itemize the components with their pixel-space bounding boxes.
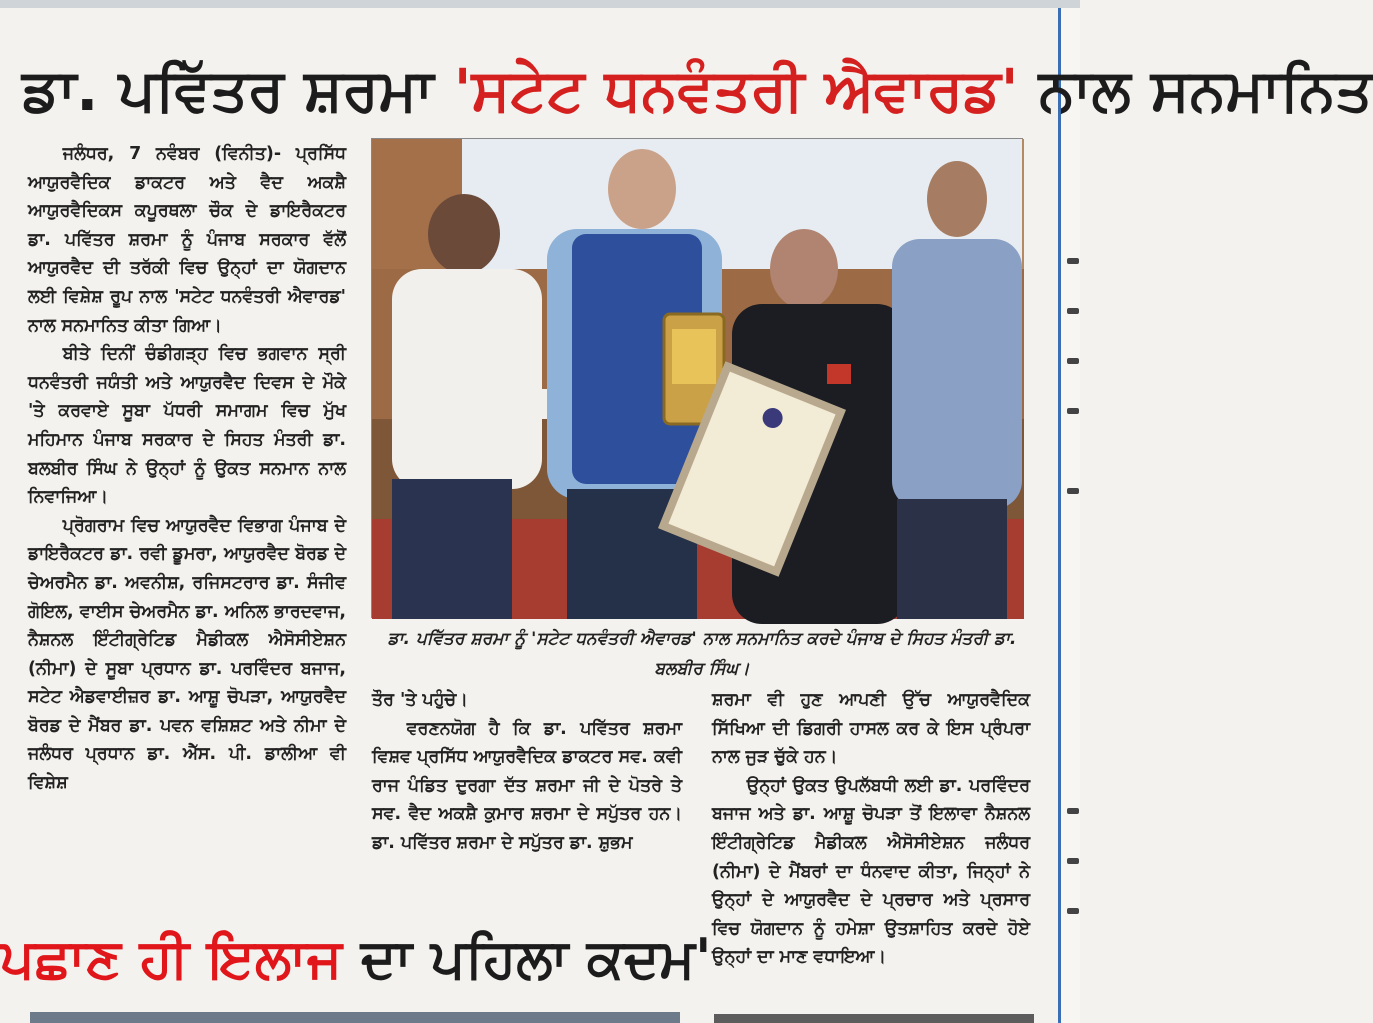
article-paragraph: ਬੀਤੇ ਦਿਨੀਂ ਚੰਡੀਗੜ੍ਹ ਵਿਚ ਭਗਵਾਨ ਸ੍ਰੀ ਧਨਵੰਤਰੀ ਜਯੰਤੀ ਅਤੇ ਆਯੁਰਵੈਦ ਦਿਵਸ ਦੇ ਮੌਕੇ 'ਤੇ ਕਰਵਾਏ ਸੂਬਾ ਪੱਧਰੀ ਸਮਾਗਮ ਵਿਚ ਮੁੱਖ ਮਹਿਮਾਨ ਪੰਜਾਬ ਸਰਕਾਰ ਦੇ ਸਿਹਤ ਮੰਤਰੀ ਡਾ. ਬਲਬੀਰ ਸਿੰਘ ਨੇ ਉਨ੍ਹਾਂ ਨੂੰ ਉਕਤ ਸਨਮਾਨ ਨਾਲ ਨਿਵਾਜਿਆ। bbox=[28, 344, 346, 508]
headline-highlight: 'ਸਟੇਟ ਧਨਵੰਤਰੀ ਐਵਾਰਡ' bbox=[453, 56, 1019, 124]
adjacent-column-edge bbox=[1058, 8, 1080, 1023]
headline-suffix: ਨਾਲ ਸਨਮਾਨਿਤ bbox=[1018, 56, 1373, 124]
top-edge bbox=[0, 0, 1080, 8]
bottom-rule bbox=[714, 1014, 1034, 1023]
article-column-right bbox=[712, 686, 1030, 972]
article-paragraph: ਜਲੰਧਰ, 7 ਨਵੰਬਰ (ਵਿਨੀਤ)- ਪ੍ਰਸਿੱਧ ਆਯੁਰਵੈਦਿਕ ਡਾਕਟਰ ਅਤੇ ਵੈਦ ਅਕਸ਼ੈ ਆਯੁਰਵੈਦਿਕਸ ਕਪੂਰਥਲਾ ਚੌਕ ਦੇ ਡਾਇਰੈਕਟਰ ਡਾ. ਪਵਿੱਤਰ ਸ਼ਰਮਾ ਨੂੰ ਪੰਜਾਬ ਸਰਕਾਰ ਵੱਲੋਂ ਆਯੁਰਵੈਦ ਦੀ ਤਰੱਕੀ ਵਿਚ ਉਨ੍ਹਾਂ ਦਾ ਯੋਗਦਾਨ ਲਈ ਵਿਸ਼ੇਸ਼ ਰੂਪ ਨਾਲ 'ਸਟੇਟ ਧਨਵੰਤਰੀ ਐਵਾਰਡ' ਨਾਲ ਸਨਮਾਨਿਤ ਕੀਤਾ ਗਿਆ। bbox=[28, 144, 346, 336]
article-column-left bbox=[28, 140, 346, 798]
banner-highlight: ਪਛਾਣ ਹੀ ਇਲਾਜ bbox=[0, 927, 342, 990]
banner-rest: ਦਾ ਪਹਿਲਾ ਕਦਮ' bbox=[342, 927, 712, 990]
photo-caption: ਡਾ. ਪਵਿੱਤਰ ਸ਼ਰਮਾ ਨੂੰ 'ਸਟੇਟ ਧਨਵੰਤਰੀ ਐਵਾਰਡ' ਨਾਲ ਸਨਮਾਨਿਤ ਕਰਦੇ ਪੰਜਾਬ ਦੇ ਸਿਹਤ ਮੰਤਰੀ ਡਾ. ਬਲਬੀਰ ਸਿੰਘ। bbox=[387, 629, 1017, 679]
article-paragraph: ਪ੍ਰੋਗਰਾਮ ਵਿਚ ਆਯੁਰਵੈਦ ਵਿਭਾਗ ਪੰਜਾਬ ਦੇ ਡਾਇਰੈਕਟਰ ਡਾ. ਰਵੀ ਡੂਮਰਾ, ਆਯੁਰਵੈਦ ਬੋਰਡ ਦੇ ਚੇਅਰਮੈਨ ਡਾ. ਅਵਨੀਸ਼, ਰਜਿਸਟਰਾਰ ਡਾ. ਸੰਜੀਵ ਗੋਇਲ, ਵਾਈਸ ਚੇਅਰਮੈਨ ਡਾ. ਅਨਿਲ ਭਾਰਦਵਾਜ, ਨੈਸ਼ਨਲ ਇੰਟੀਗ੍ਰੇਟਿਡ ਮੈਡੀਕਲ ਐਸੋਸੀਏਸ਼ਨ (ਨੀਮਾ) ਦੇ ਸੂਬਾ ਪ੍ਰਧਾਨ ਡਾ. ਪਰਵਿੰਦਰ ਬਜਾਜ, ਸਟੇਟ ਐਡਵਾਈਜ਼ਰ ਡਾ. ਆਸ਼ੂ ਚੋਪੜਾ, ਆਯੁਰਵੈਦ ਬੋਰਡ ਦੇ ਮੈਂਬਰ ਡਾ. ਪਵਨ ਵਸ਼ਿਸ਼ਟ ਅਤੇ ਨੀਮਾ ਦੇ ਜਲੰਧਰ ਪ੍ਰਧਾਨ ਡਾ. ਐੱਸ. ਪੀ. ਡਾਲੀਆ ਵੀ ਵਿਸ਼ੇਸ਼ bbox=[28, 515, 346, 794]
next-article-headline bbox=[0, 920, 712, 998]
article-paragraph: ਉਨ੍ਹਾਂ ਉਕਤ ਉਪਲੱਬਧੀ ਲਈ ਡਾ. ਪਰਵਿੰਦਰ ਬਜਾਜ ਅਤੇ ਡਾ. ਆਸ਼ੂ ਚੋਪੜਾ ਤੋਂ ਇਲਾਵਾ ਨੈਸ਼ਨਲ ਇੰਟੀਗ੍ਰੇਟਿਡ ਮੈਡੀਕਲ ਐਸੋਸੀਏਸ਼ਨ ਜਲੰਧਰ (ਨੀਮਾ) ਦੇ ਮੈਂਬਰਾਂ ਦਾ ਧੰਨਵਾਦ ਕੀਤਾ, ਜਿਨ੍ਹਾਂ ਨੇ ਉਨ੍ਹਾਂ ਦੇ ਆਯੁਰਵੈਦ ਦੇ ਪ੍ਰਚਾਰ ਅਤੇ ਪ੍ਰਸਾਰ ਵਿਚ ਯੋਗਦਾਨ ਨੂੰ ਹਮੇਸ਼ਾ ਉਤਸ਼ਾਹਿਤ ਕਰਦੇ ਹੋਏ ਉਨ੍ਹਾਂ ਦਾ ਮਾਣ ਵਧਾਇਆ। bbox=[712, 775, 1030, 968]
article-paragraph: ਤੌਰ 'ਤੇ ਪਹੁੰਚੇ। bbox=[372, 690, 468, 710]
article-paragraph: ਸ਼ਰਮਾ ਵੀ ਹੁਣ ਆਪਣੀ ਉੱਚ ਆਯੁਰਵੈਦਿਕ ਸਿੱਖਿਆ ਦੀ ਡਿਗਰੀ ਹਾਸਲ ਕਰ ਕੇ ਇਸ ਪ੍ਰੰਪਰਾ ਨਾਲ ਜੁੜ ਚੁੱਕੇ ਹਨ। bbox=[712, 690, 1030, 768]
bottom-image-edge bbox=[30, 1012, 680, 1023]
article-paragraph: ਵਰਣਨਯੋਗ ਹੈ ਕਿ ਡਾ. ਪਵਿੱਤਰ ਸ਼ਰਮਾ ਵਿਸ਼ਵ ਪ੍ਰਸਿੱਧ ਆਯੁਰਵੈਦਿਕ ਡਾਕਟਰ ਸਵ. ਕਵੀ ਰਾਜ ਪੰਡਿਤ ਦੁਰਗਾ ਦੱਤ ਸ਼ਰਮਾ ਜੀ ਦੇ ਪੋਤਰੇ ਤੇ ਸਵ. ਵੈਦ ਅਕਸ਼ੈ ਕੁਮਾਰ ਸ਼ਰਮਾ ਦੇ ਸਪੁੱਤਰ ਹਨ। ਡਾ. ਪਵਿੱਤਰ ਸ਼ਰਮਾ ਦੇ ਸਪੁੱਤਰ ਡਾ. ਸ਼ੁਭਮ bbox=[372, 718, 682, 853]
award-photo bbox=[371, 138, 1023, 618]
headline-prefix: ਡਾ. ਪਵਿੱਤਰ ਸ਼ਰਮਾ bbox=[22, 56, 454, 124]
headline bbox=[22, 50, 1373, 130]
article-column-middle bbox=[372, 686, 682, 858]
